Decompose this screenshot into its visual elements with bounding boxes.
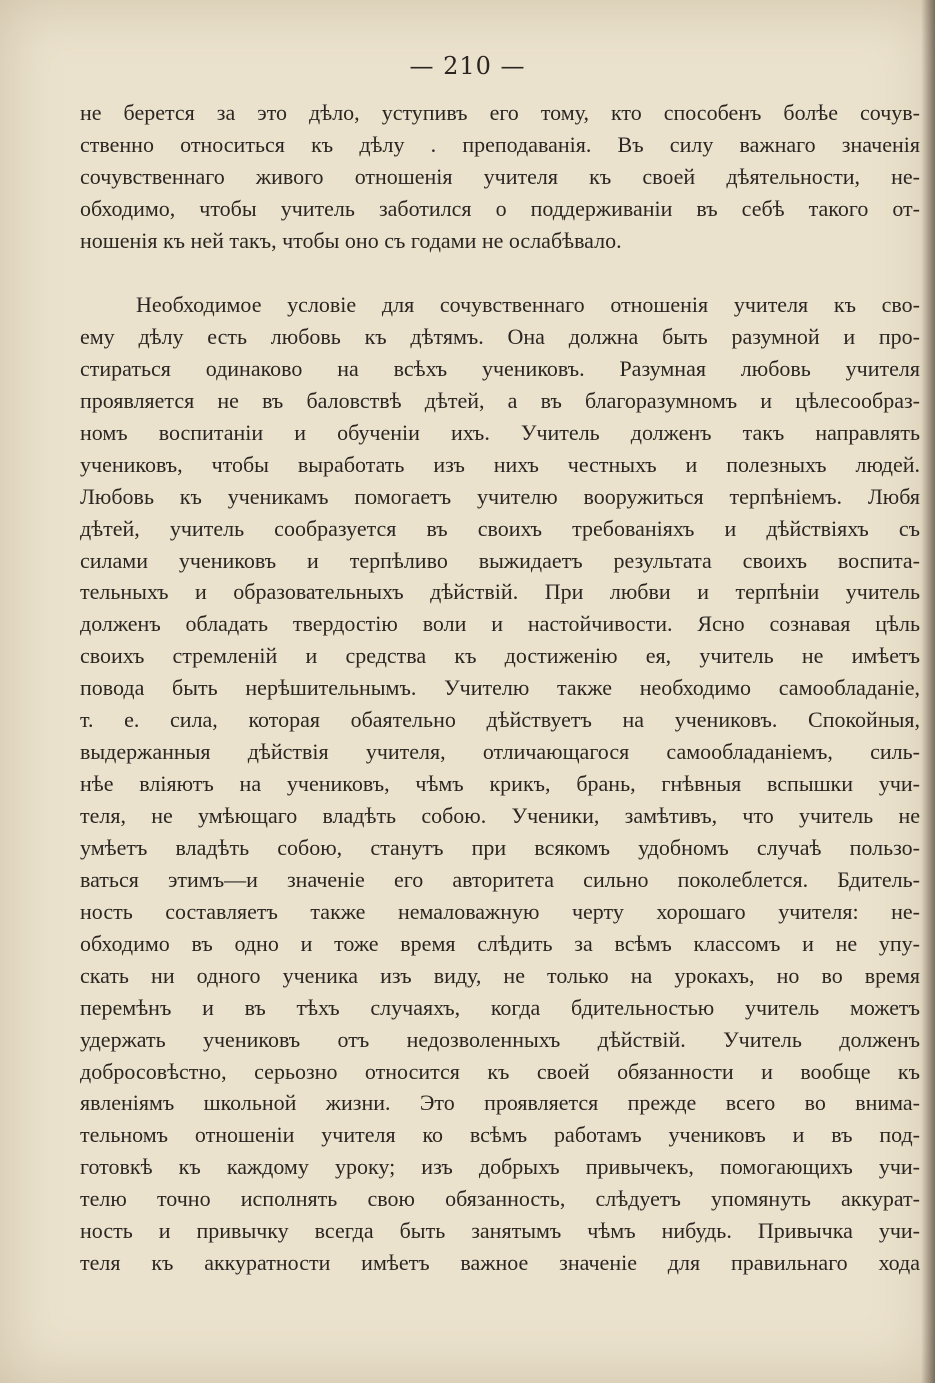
text-line: ность и привычку всегда быть занятымъ чѣмъ нибудь. Привычка учи- — [80, 1218, 920, 1244]
text-line: ему дѣлу есть любовь къ дѣтямъ. Она должна быть разумной и про- — [80, 323, 920, 349]
text-line: дѣтей, учитель сообразуется въ своихъ требованіяхъ и дѣйствіяхъ съ — [80, 515, 920, 541]
binding-shadow — [921, 0, 935, 1383]
text-line: Любовь къ ученикамъ помогаетъ учителю вооружиться терпѣніемъ. Любя — [80, 483, 920, 509]
text-line: стираться одинаково на всѣхъ учениковъ. Разумная любовь учителя — [80, 355, 920, 381]
text-line: номъ воспитаніи и обученіи ихъ. Учитель долженъ такъ направлять — [80, 419, 920, 445]
paragraph-1 — [80, 97, 920, 257]
text-line: перемѣнъ и въ тѣхъ случаяхъ, когда бдительностью учитель можетъ — [80, 994, 920, 1020]
paragraph-2 — [80, 289, 920, 1279]
text-line: ственно относиться къ дѣлу . преподаванія. Въ силу важнаго значенія — [80, 131, 920, 157]
text-line: добросовѣстно, серьозно относится къ своей обязанности и вообще къ — [80, 1058, 920, 1084]
text-line: ношенія къ ней такъ, чтобы оно съ годами не ослабѣвало. — [80, 227, 622, 253]
text-line: выдержанныя дѣйствія учителя, отличающагося самообладаніемъ, силь- — [80, 739, 920, 765]
text-line: силами учениковъ и терпѣливо выжидаетъ результата своихъ воспита- — [80, 547, 920, 573]
text-line: телю точно исполнять свою обязанность, слѣдуетъ упомянуть аккурат- — [80, 1186, 920, 1212]
text-line: обходимо, чтобы учитель заботился о поддерживаніи въ себѣ такого от- — [80, 195, 920, 221]
text-line: умѣетъ владѣть собою, станутъ при всякомъ удобномъ случаѣ пользо- — [80, 834, 920, 860]
text-line: удержать учениковъ отъ недозволенныхъ дѣйствій. Учитель долженъ — [80, 1026, 920, 1052]
text-line: своихъ стремленій и средства къ достиженію ея, учитель не имѣетъ — [80, 643, 920, 669]
text-line: тельномъ отношеніи учителя ко всѣмъ работамъ учениковъ и въ под- — [80, 1122, 920, 1148]
text-line: явленіямъ школьной жизни. Это проявляется прежде всего во внима- — [80, 1090, 920, 1116]
text-line: ность составляетъ также немаловажную черту хорошаго учителя: не- — [80, 898, 920, 924]
text-line: сочувственнаго живого отношенія учителя къ своей дѣятельности, не- — [80, 163, 920, 189]
text-line: т. е. сила, которая обаятельно дѣйствуетъ на учениковъ. Спокойныя, — [80, 707, 920, 733]
text-line: тельныхъ и образовательныхъ дѣйствій. При любви и терпѣніи учитель — [80, 579, 920, 605]
text-line: не берется за это дѣло, уступивъ его тому, кто способенъ болѣе сочув- — [80, 100, 920, 125]
text-line: ваться этимъ—и значеніе его авторитета сильно поколеблется. Бдитель- — [80, 866, 920, 892]
text-line: нѣе вліяютъ на учениковъ, чѣмъ крикъ, брань, гнѣвныя вспышки учи- — [80, 771, 920, 797]
text-line: учениковъ, чтобы выработать изъ нихъ честныхъ и полезныхъ людей. — [80, 451, 920, 477]
text-line: долженъ обладать твердостію воли и настойчивости. Ясно сознавая цѣль — [80, 611, 920, 637]
text-line: проявляется не въ баловствѣ дѣтей, а въ благоразумномъ и цѣлесообраз- — [80, 387, 920, 413]
text-line: обходимо въ одно и тоже время слѣдить за всѣмъ классомъ и не упу- — [80, 930, 920, 956]
text-line: Необходимое условіе для сочувственнаго отношенія учителя къ сво- — [136, 292, 920, 317]
page-number: — 210 — — [409, 52, 526, 80]
text-line: теля къ аккуратности имѣетъ важное значеніе для правильнаго хода — [80, 1250, 920, 1276]
text-line: повода быть нерѣшительнымъ. Учителю также необходимо самообладаніе, — [80, 675, 920, 701]
text-line: теля, не умѣющаго владѣть собою. Ученики, замѣтивъ, что учитель не — [80, 803, 920, 828]
text-line: готовкѣ къ каждому уроку; изъ добрыхъ привычекъ, помогающихъ учи- — [80, 1154, 920, 1180]
text-line: скать ни одного ученика изъ виду, не только на урокахъ, но во время — [80, 962, 920, 988]
